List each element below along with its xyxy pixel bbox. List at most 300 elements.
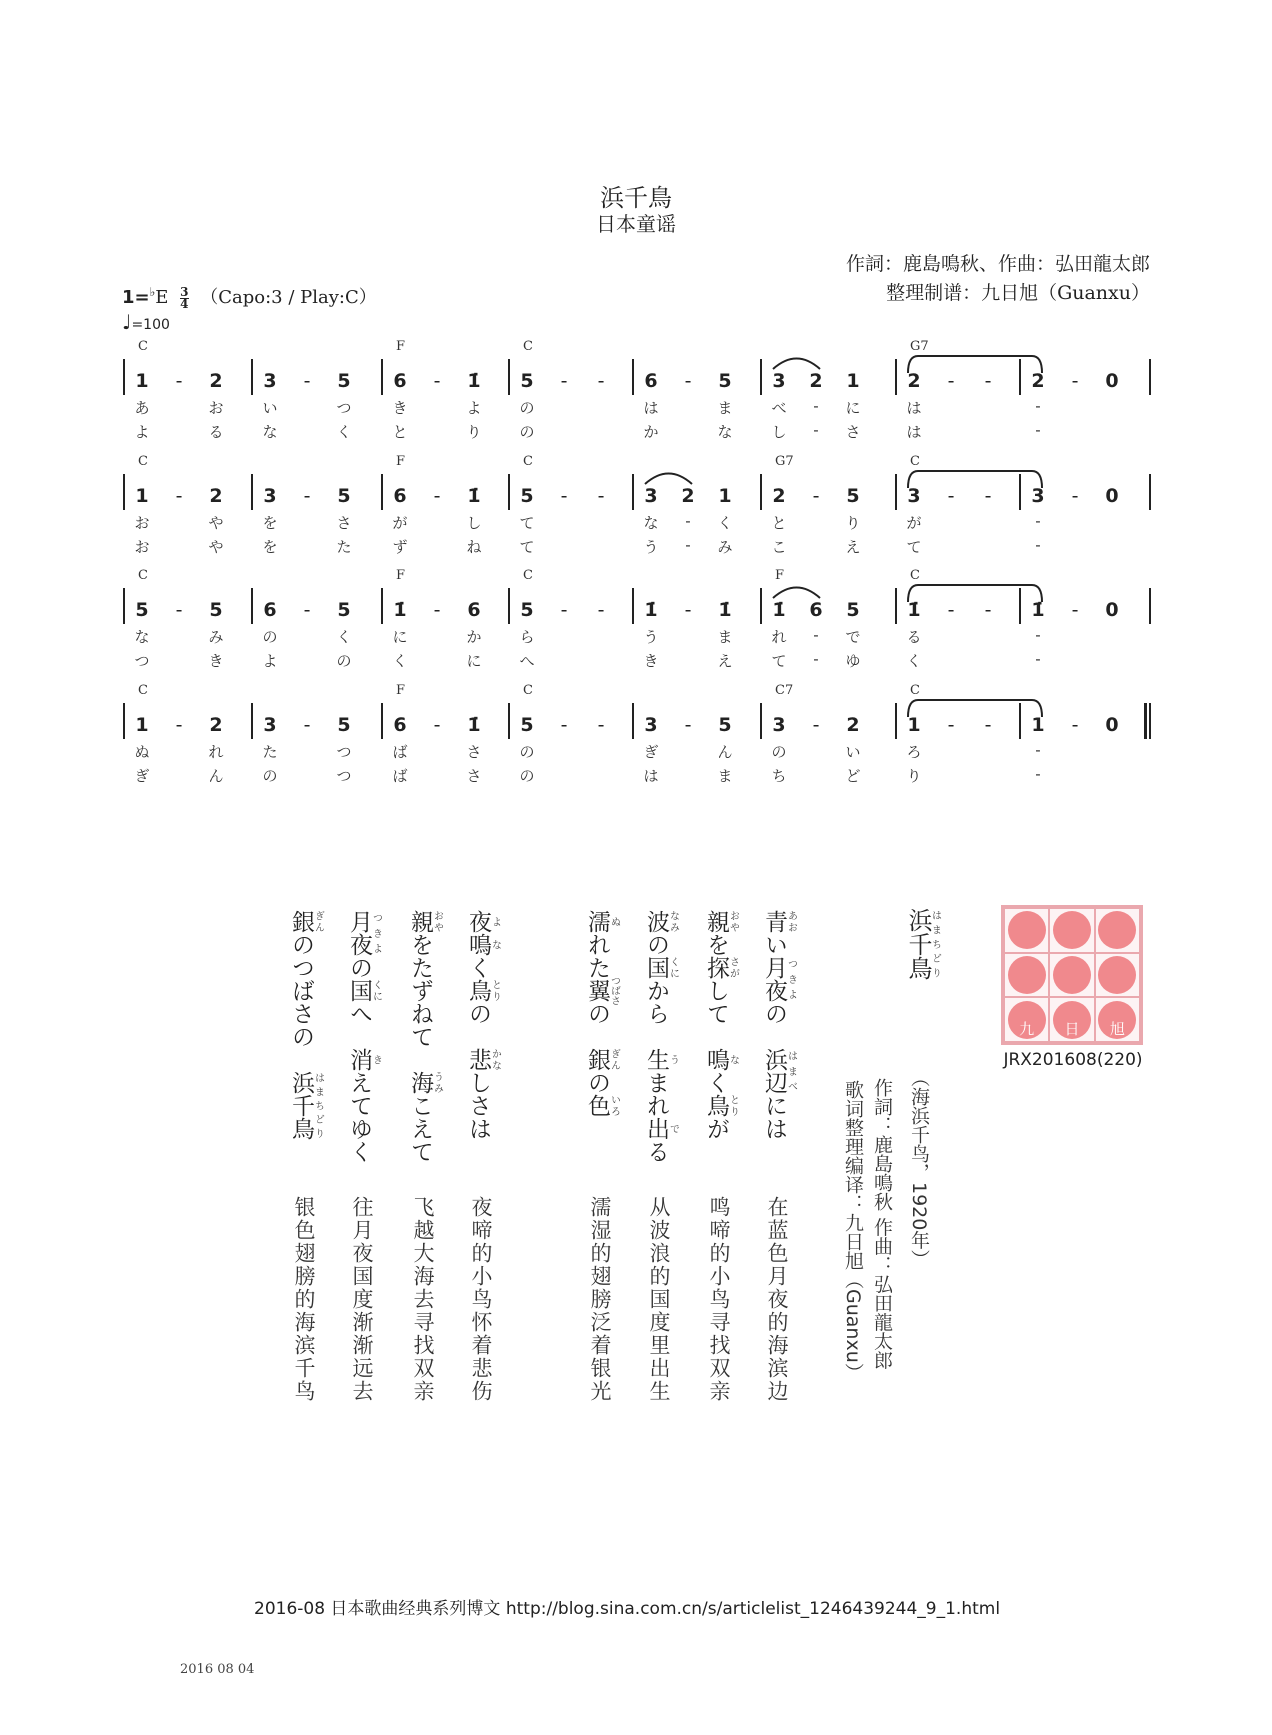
chord-symbol: G7 <box>910 339 929 354</box>
lyric-syllable: - <box>685 512 691 530</box>
note: 3 <box>1031 485 1045 507</box>
note: 0 <box>1105 370 1119 392</box>
lyric-syllable: つ <box>336 399 352 417</box>
lyric-text: く <box>703 1071 729 1094</box>
barline <box>508 359 510 395</box>
barline <box>760 474 762 510</box>
barline <box>381 359 383 395</box>
chord-symbol: C <box>523 339 533 354</box>
lyric-syllable: え <box>717 652 733 670</box>
note: - <box>947 599 955 621</box>
stamp-code: JRX201608(220) <box>1003 1050 1143 1070</box>
ruby-word <box>703 1048 739 1071</box>
note: - <box>947 370 955 392</box>
lyric-syllable: - <box>1035 421 1041 439</box>
footer-date: 2016 08 04 <box>180 1662 255 1677</box>
note: 5 <box>337 714 351 736</box>
barline <box>1019 703 1021 739</box>
chinese-translation-line: 飞越大海去寻找双亲 <box>411 1196 435 1403</box>
ruby-base: 鳥 <box>465 979 491 1002</box>
lyric-syllable: く <box>392 652 408 670</box>
lyric-text: から <box>643 979 669 1048</box>
slur-tie-arc <box>645 474 692 485</box>
lyric-syllable: て <box>771 652 787 670</box>
barline <box>251 588 253 624</box>
stamp-character: 九 <box>1019 1020 1035 1038</box>
ruby-base: 出 <box>643 1117 669 1140</box>
note: - <box>303 599 311 621</box>
furigana: くに <box>370 979 382 1002</box>
lyric-syllable: と <box>771 514 787 532</box>
ruby-base: 国 <box>346 979 372 1002</box>
note: - <box>175 485 183 507</box>
furigana: ぬ <box>608 910 620 933</box>
note: 0 <box>1105 599 1119 621</box>
note: 1 <box>135 714 149 736</box>
note: 6 <box>393 370 407 392</box>
ruby-base: 生 <box>643 1048 669 1071</box>
lyric-syllable: く <box>906 652 922 670</box>
chord-symbol: C7 <box>775 683 794 698</box>
furigana: つきよ <box>785 956 797 1002</box>
lyric-syllable: ぬ <box>134 743 150 761</box>
barline <box>1149 474 1151 510</box>
lyric-syllable: ば <box>392 743 408 761</box>
lyric-syllable: - <box>813 421 819 439</box>
note: - <box>597 714 605 736</box>
lyric-syllable: ゆ <box>845 652 861 670</box>
ruby-word <box>584 1048 620 1071</box>
note: 1̇ <box>718 599 732 621</box>
lyric-text: を <box>703 933 729 956</box>
ruby-base: 色 <box>584 1094 610 1117</box>
note: 5 <box>337 599 351 621</box>
ruby-base: 銀 <box>584 1048 610 1071</box>
furigana: で <box>667 1117 679 1140</box>
key-letter: E <box>155 287 169 308</box>
ruby-word <box>584 975 620 1006</box>
note: - <box>684 714 692 736</box>
lyric-syllable: い <box>845 743 861 761</box>
note: - <box>560 714 568 736</box>
note: 1̇ <box>772 599 786 621</box>
barline <box>1019 359 1021 395</box>
barline <box>508 703 510 739</box>
stamp-character: 日 <box>1064 1020 1080 1038</box>
note: 5 <box>337 485 351 507</box>
lyric-text: の <box>643 933 669 956</box>
lyric-syllable: - <box>1035 397 1041 415</box>
lyric-text: の <box>465 1002 491 1048</box>
lyric-syllable: く <box>336 423 352 441</box>
chord-symbol: G7 <box>775 454 794 469</box>
note: - <box>984 714 992 736</box>
note: 6 <box>467 599 481 621</box>
stamp-cell <box>1095 953 1140 998</box>
lyric-syllable: が <box>392 514 408 532</box>
note: - <box>684 599 692 621</box>
lyric-syllable: の <box>262 628 278 646</box>
note: 2 <box>209 714 223 736</box>
furigana: とり <box>727 1094 739 1117</box>
lyric-text: の <box>346 956 372 979</box>
japanese-lyric-line <box>347 910 381 1163</box>
note: 2 <box>772 485 786 507</box>
barline <box>760 703 762 739</box>
furigana: つばさ <box>608 975 620 1006</box>
lyric-syllable: - <box>813 397 819 415</box>
ruby-base: 浜千鳥 <box>288 1071 314 1140</box>
note: 5 <box>209 599 223 621</box>
note: 5 <box>718 714 732 736</box>
barline <box>381 588 383 624</box>
note: - <box>812 485 820 507</box>
stamp-cell <box>1049 953 1094 998</box>
note: 1̇ <box>467 714 481 736</box>
chord-symbol: F <box>775 568 785 583</box>
ruby-word <box>346 979 382 1002</box>
ruby-base: 青 <box>761 910 787 933</box>
barline <box>1149 359 1151 395</box>
ruby-word <box>465 979 501 1002</box>
lyric-syllable: つ <box>336 767 352 785</box>
ruby-word <box>643 1048 679 1071</box>
poem-credits: 作詞：鹿島鳴秋 作曲：弘田龍太郎 <box>871 1078 893 1370</box>
lyric-syllable: の <box>771 743 787 761</box>
furigana: き <box>370 1048 382 1071</box>
barline <box>251 703 253 739</box>
lyric-syllable: は <box>906 423 922 441</box>
barline <box>123 588 125 624</box>
furigana: いろ <box>608 1094 620 1117</box>
ruby-base: 海 <box>407 1071 433 1094</box>
ruby-word <box>584 910 620 933</box>
furigana: はまべ <box>785 1048 797 1094</box>
lyric-syllable: ね <box>466 538 482 556</box>
ruby-word <box>465 1048 501 1071</box>
lyric-syllable: よ <box>262 652 278 670</box>
chinese-translation-line: 濡湿的翅膀泛着银光 <box>588 1196 612 1403</box>
note: - <box>947 485 955 507</box>
stamp-cell <box>1004 908 1049 953</box>
barline <box>251 359 253 395</box>
slur-tie-arc <box>908 700 1042 717</box>
slur-tie-arc <box>773 359 820 370</box>
furigana: おや <box>431 910 443 933</box>
time-bottom: 4 <box>180 296 189 311</box>
note: - <box>597 370 605 392</box>
barline <box>381 474 383 510</box>
poem-arranger: 歌词整理编译：九日旭（Guanxu） <box>842 1080 864 1382</box>
lyric-syllable: る <box>208 423 224 441</box>
song-title: 浜千鳥 <box>600 184 672 212</box>
lyric-syllable: い <box>262 399 278 417</box>
lyric-syllable: べ <box>771 399 787 417</box>
lyric-syllable: に <box>392 628 408 646</box>
lyric-text: る <box>643 1140 669 1163</box>
ruby-base: 親 <box>407 910 433 933</box>
stamp-character: 旭 <box>1109 1020 1125 1038</box>
barline <box>895 474 897 510</box>
lyric-text: をたずねて <box>407 933 433 1071</box>
stamp-dot <box>1008 956 1046 994</box>
barline <box>632 474 634 510</box>
lyric-text: こえて <box>407 1094 433 1163</box>
footer-link-text: 2016-08 日本歌曲经典系列博文 http://blog.sina.com.cn/s/articlelist_1246439244_9_1.html <box>254 1599 1001 1619</box>
barline <box>123 474 125 510</box>
note: - <box>684 370 692 392</box>
slur-tie-arc <box>908 585 1042 602</box>
lyric-syllable: ど <box>845 767 861 785</box>
lyric-syllable: へ <box>519 652 535 670</box>
chord-symbol: C <box>138 568 148 583</box>
lyric-syllable: ら <box>519 628 535 646</box>
japanese-lyric-line <box>585 910 619 1117</box>
note: 5 <box>846 485 860 507</box>
lyric-text: が <box>703 1117 729 1140</box>
lyric-text: の <box>584 1002 610 1048</box>
ruby-base: 鳥 <box>703 1094 729 1117</box>
chinese-translation-line: 在蓝色月夜的海滨边 <box>765 1196 789 1403</box>
ruby-word <box>643 1117 679 1140</box>
note: 2 <box>846 714 860 736</box>
lyric-syllable: う <box>643 538 659 556</box>
lyric-text: の <box>761 1002 787 1048</box>
note: - <box>303 485 311 507</box>
lyric-syllable: さ <box>466 767 482 785</box>
note: 3 <box>907 485 921 507</box>
lyric-syllable: な <box>643 514 659 532</box>
lyric-syllable: よ <box>134 423 150 441</box>
seal-stamp <box>1001 905 1143 1045</box>
note: - <box>597 485 605 507</box>
note: - <box>597 599 605 621</box>
lyric-syllable: - <box>1035 650 1041 668</box>
ruby-word <box>643 956 679 979</box>
lyric-text: れた <box>584 933 610 979</box>
lyric-syllable: こ <box>771 538 787 556</box>
lyric-syllable: て <box>906 538 922 556</box>
lyric-syllable: や <box>208 514 224 532</box>
lyric-syllable: よ <box>466 399 482 417</box>
furigana: うみ <box>431 1071 443 1094</box>
stamp-dot <box>1053 911 1091 949</box>
barline <box>895 359 897 395</box>
japanese-lyric-line <box>289 910 323 1140</box>
ruby-base: 悲 <box>465 1048 491 1071</box>
ruby-base: 浜千鳥 <box>904 908 932 980</box>
note: - <box>303 714 311 736</box>
lyric-syllable: で <box>845 628 861 646</box>
lyric-syllable: ば <box>392 767 408 785</box>
note: 6 <box>263 599 277 621</box>
chord-symbol: C <box>138 683 148 698</box>
note: - <box>947 714 955 736</box>
note: 5 <box>135 599 149 621</box>
ruby-base: 浜辺 <box>761 1048 787 1094</box>
lyric-syllable: が <box>906 514 922 532</box>
note: 1 <box>718 485 732 507</box>
song-subtitle: 日本童谣 <box>596 212 676 236</box>
barline <box>760 359 762 395</box>
note: - <box>560 370 568 392</box>
ruby-base: 翼 <box>584 975 610 1006</box>
note: 3 <box>772 370 786 392</box>
note: - <box>984 370 992 392</box>
lyric-syllable: つ <box>134 652 150 670</box>
furigana: くに <box>667 956 679 979</box>
furigana: ぎん <box>312 910 324 933</box>
note: - <box>1071 485 1079 507</box>
lyric-syllable: ま <box>717 399 733 417</box>
score <box>0 0 1272 800</box>
note: 6 <box>393 485 407 507</box>
lyric-syllable: る <box>906 628 922 646</box>
note: 3 <box>263 485 277 507</box>
barline <box>1149 588 1151 624</box>
lyric-syllable: の <box>519 399 535 417</box>
chinese-translation-line: 银色翅膀的海滨千鸟 <box>292 1196 316 1403</box>
lyric-syllable: か <box>643 423 659 441</box>
chinese-translation-line: 鸣啼的小鸟寻找双亲 <box>707 1196 731 1403</box>
ruby-base: 波 <box>643 910 669 933</box>
note: 1 <box>135 370 149 392</box>
lyric-text: へ <box>346 1002 372 1048</box>
chord-symbol: C <box>138 454 148 469</box>
ruby-base: 銀 <box>288 910 314 933</box>
barline <box>895 588 897 624</box>
note: 3 <box>644 485 658 507</box>
lyric-syllable: な <box>717 423 733 441</box>
note: 1 <box>135 485 149 507</box>
lyric-syllable: く <box>717 514 733 532</box>
note: 2 <box>907 370 921 392</box>
chord-symbol: F <box>396 568 406 583</box>
barline <box>1019 588 1021 624</box>
lyric-syllable: さ <box>466 743 482 761</box>
stamp-dot <box>1098 956 1136 994</box>
note: 1 <box>1031 714 1045 736</box>
lyric-syllable: の <box>262 767 278 785</box>
poem-title <box>906 908 940 980</box>
note: 2 <box>209 485 223 507</box>
lyric-syllable: て <box>519 538 535 556</box>
lyric-syllable: さ <box>845 423 861 441</box>
chord-symbol: C <box>523 568 533 583</box>
lyric-syllable: き <box>208 652 224 670</box>
lyric-syllable: お <box>134 514 150 532</box>
ruby-word <box>761 956 797 1002</box>
capo-note: （Capo:3 / Play:C） <box>200 287 377 308</box>
japanese-lyric-line <box>762 910 796 1140</box>
barline <box>508 588 510 624</box>
lyric-syllable: き <box>392 399 408 417</box>
note: 3 <box>263 714 277 736</box>
japanese-lyric-line <box>644 910 678 1163</box>
chord-symbol: F <box>396 454 406 469</box>
chord-symbol: F <box>396 683 406 698</box>
note: 0 <box>1105 714 1119 736</box>
lyric-syllable: た <box>262 743 278 761</box>
ruby-base: 月夜 <box>346 910 372 956</box>
note: 2 <box>681 485 695 507</box>
ruby-word <box>761 1048 797 1094</box>
stamp-dot <box>1008 911 1046 949</box>
arranger-credit: 整理制谱：九日旭（Guanxu） <box>886 282 1150 304</box>
stamp-cell <box>1095 997 1140 1042</box>
lyric-syllable: - <box>1035 626 1041 644</box>
chord-symbol: C <box>910 568 920 583</box>
note: - <box>560 599 568 621</box>
chord-symbol: C <box>910 683 920 698</box>
lyric-syllable: し <box>466 514 482 532</box>
note: - <box>984 599 992 621</box>
lyric-syllable: う <box>643 628 659 646</box>
barline <box>1149 703 1151 739</box>
lyric-syllable: れ <box>771 628 787 646</box>
slur-tie-arc <box>773 588 820 599</box>
stamp-cell <box>1004 997 1049 1042</box>
barline <box>508 474 510 510</box>
ruby-word <box>465 910 501 956</box>
barline <box>632 703 634 739</box>
note: 1 <box>846 370 860 392</box>
note: - <box>433 370 441 392</box>
poem-source: （海浜千鸟，1920年） <box>908 1068 930 1269</box>
ruby-word <box>643 910 679 933</box>
note: - <box>1071 714 1079 736</box>
note: 1̇ <box>393 599 407 621</box>
note: - <box>1071 370 1079 392</box>
barline <box>895 703 897 739</box>
ruby-base: 月夜 <box>761 956 787 1002</box>
note: 1̇ <box>467 370 481 392</box>
ruby-base: 夜鳴 <box>465 910 491 956</box>
final-barline <box>1144 703 1147 739</box>
note: 3 <box>263 370 277 392</box>
time-top: 3 <box>180 284 189 299</box>
barline <box>123 703 125 739</box>
chord-symbol: F <box>396 339 406 354</box>
stamp-cell <box>1049 997 1094 1042</box>
chord-symbol: C <box>523 683 533 698</box>
lyric-text: のつばさの <box>288 933 314 1071</box>
stamp-cell <box>1049 908 1094 953</box>
furigana: ぎん <box>608 1048 620 1071</box>
barline <box>123 359 125 395</box>
lyric-syllable: つ <box>336 743 352 761</box>
note: 6 <box>393 714 407 736</box>
lyric-syllable: の <box>519 423 535 441</box>
japanese-lyric-line <box>408 910 442 1163</box>
lyric-syllable: て <box>519 514 535 532</box>
lyric-syllable: - <box>685 536 691 554</box>
lyric-syllable: と <box>392 423 408 441</box>
barline <box>251 474 253 510</box>
note: - <box>433 714 441 736</box>
lyric-syllable: り <box>466 423 482 441</box>
furigana: かな <box>489 1048 501 1071</box>
note: 3 <box>772 714 786 736</box>
lyric-syllable: ず <box>392 538 408 556</box>
ruby-word <box>407 910 443 933</box>
lyric-syllable: は <box>643 767 659 785</box>
note: 1 <box>907 714 921 736</box>
stamp-dot <box>1053 956 1091 994</box>
lyric-syllable: - <box>813 626 819 644</box>
lyric-text: には <box>761 1094 787 1140</box>
note: 5 <box>520 599 534 621</box>
